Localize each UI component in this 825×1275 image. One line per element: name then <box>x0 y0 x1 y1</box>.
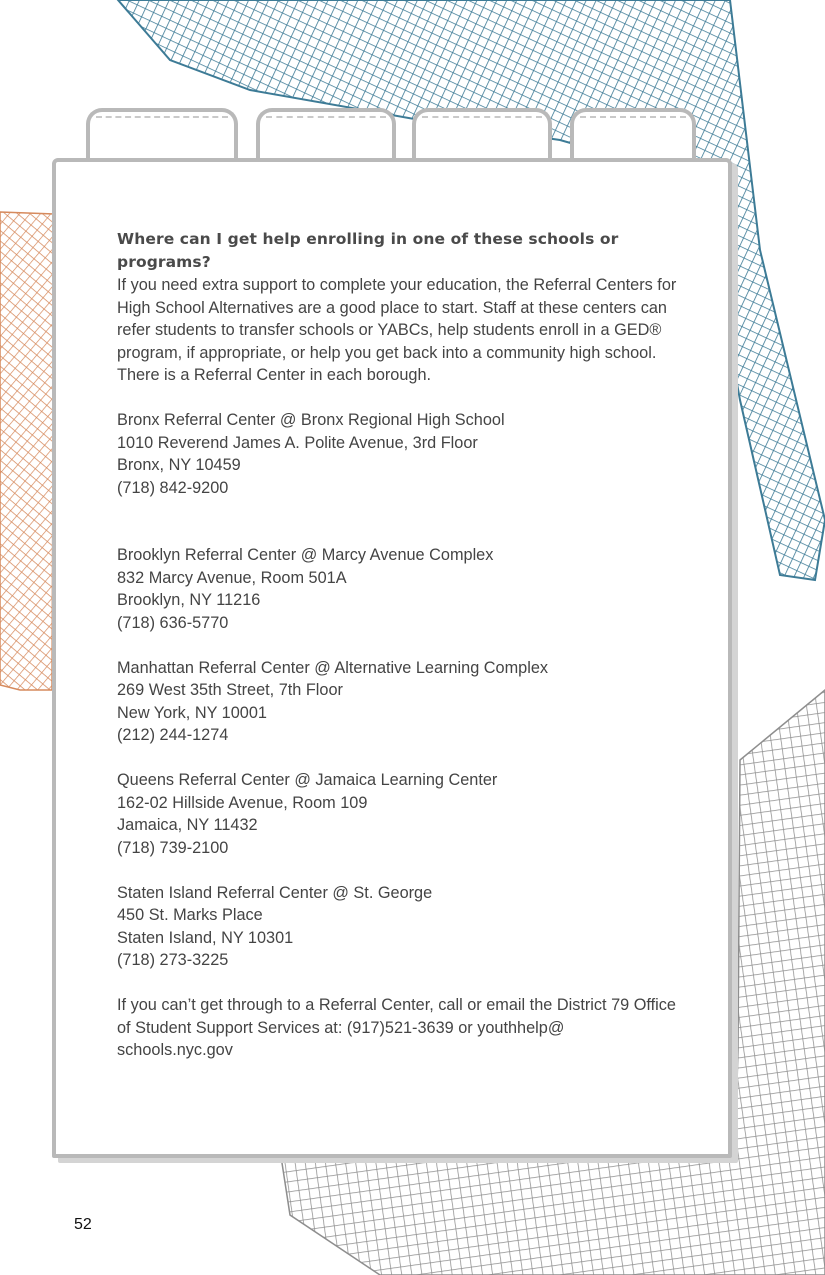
center-city: Staten Island, NY 10301 <box>117 928 294 947</box>
center-phone: (718) 636-5770 <box>117 613 229 632</box>
intro-paragraph: If you need extra support to complete your education, the Referral Centers for High School Alternatives are a good place to start. Staff at these centers can refer students to transfer schools or YABCs, help students enroll in a GED® program, if appropriate, or help you get back into a community high school. There is a Referral Center in each borough. <box>117 276 677 384</box>
orange-hatch-shape <box>0 212 54 690</box>
center-city: Jamaica, NY 11432 <box>117 816 258 834</box>
referral-center-staten-island <box>117 882 677 972</box>
referral-center-queens <box>117 769 677 859</box>
referral-center-brooklyn <box>117 544 677 634</box>
center-name: Manhattan Referral Center @ Alternative Learning Complex <box>117 658 549 677</box>
center-street: 832 Marcy Avenue, Room 501A <box>117 568 347 587</box>
center-phone: (718) 739-2100 <box>117 838 229 857</box>
section-heading: Where can I get help enrolling in one of these schools or programs? <box>117 230 619 271</box>
center-city: Bronx, NY 10459 <box>117 456 241 474</box>
center-street: 162-02 Hillside Avenue, Room 109 <box>117 793 368 812</box>
center-phone: (718) 842-9200 <box>117 478 229 497</box>
page-number: 52 <box>74 1216 92 1233</box>
center-name: Staten Island Referral Center @ St. George <box>117 883 433 902</box>
page-content <box>117 228 677 1062</box>
center-city: Brooklyn, NY 11216 <box>117 591 261 609</box>
center-phone: (212) 244-1274 <box>117 726 229 744</box>
center-name: Queens Referral Center @ Jamaica Learning Center <box>117 771 498 789</box>
center-street: 269 West 35th Street, 7th Floor <box>117 681 343 699</box>
center-phone: (718) 273-3225 <box>117 951 229 969</box>
center-street: 450 St. Marks Place <box>117 906 263 924</box>
center-name: Bronx Referral Center @ Bronx Regional High School <box>117 411 505 429</box>
referral-center-manhattan <box>117 657 677 747</box>
referral-center-bronx <box>117 409 677 499</box>
center-street: 1010 Reverend James A. Polite Avenue, 3rd Floor <box>117 433 478 452</box>
center-city: New York, NY 10001 <box>117 703 267 722</box>
center-name: Brooklyn Referral Center @ Marcy Avenue Complex <box>117 546 494 564</box>
footer-note: If you can’t get through to a Referral Center, call or email the District 79 Office of Student Support Services at: (917)521-3639 or youthhelp@ schools.nyc.gov <box>117 996 676 1059</box>
